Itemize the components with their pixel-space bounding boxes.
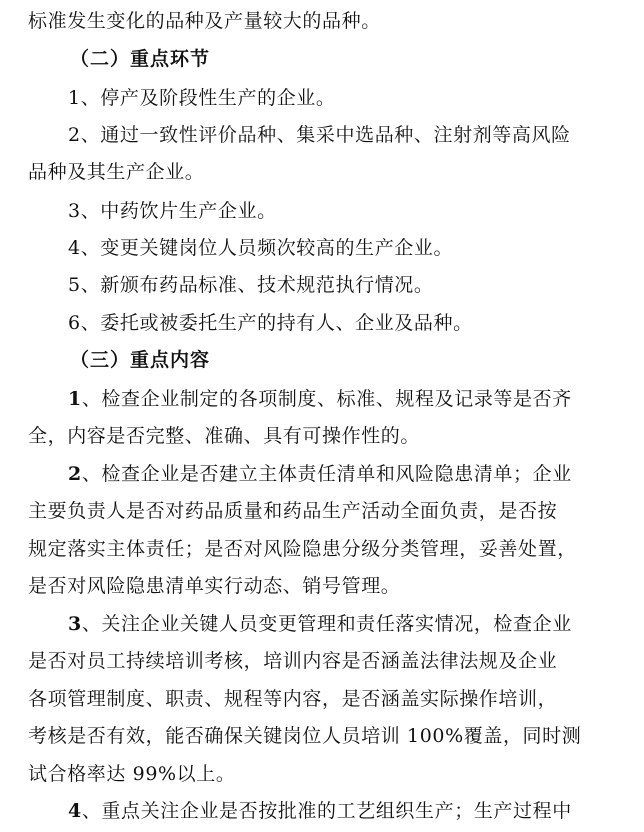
paragraph-line: 试合格率达 99%以上。 — [28, 763, 236, 785]
paragraph-text: 、检查企业制定的各项制度、标准、规程及记录等是否齐 — [81, 388, 572, 410]
list-item: 3、中药饮片生产企业。 — [68, 200, 277, 222]
paragraph-text: 、重点关注企业是否按批准的工艺组织生产；生产过程中 — [81, 800, 572, 822]
list-item-continuation: 品种及其生产企业。 — [28, 161, 205, 183]
list-item: 2、通过一致性评价品种、集采中选品种、注射剂等高风险 — [68, 124, 571, 146]
paragraph-line: 是否对风险隐患清单实行动态、销号管理。 — [28, 575, 401, 597]
paragraph-number: 3 — [68, 613, 82, 635]
paragraph-line — [68, 381, 644, 418]
paragraph-line — [68, 606, 644, 643]
paragraph-line: 考核是否有效，能否确保关键岗位人员培训 100%覆盖，同时测 — [28, 725, 582, 747]
paragraph-line: 是否对员工持续培训考核，培训内容是否涵盖法律法规及企业 — [28, 650, 558, 672]
paragraph-line: 规定落实主体责任；是否对风险隐患分级分类管理，妥善处置， — [28, 538, 577, 560]
paragraph-number: 2 — [68, 463, 82, 485]
list-item: 1、停产及阶段性生产的企业。 — [68, 87, 336, 109]
paragraph-line: 各项管理制度、职责、规程等内容，是否涵盖实际操作培训， — [28, 688, 558, 710]
paragraph-number: 1 — [68, 388, 82, 410]
paragraph-text: 、检查企业是否建立主体责任清单和风险隐患清单；企业 — [81, 463, 572, 485]
paragraph-line: 主要负责人是否对药品质量和药品生产活动全面负责，是否按 — [28, 500, 558, 522]
paragraph-line — [68, 793, 644, 830]
section-heading-key-content: （三）重点内容 — [70, 349, 211, 371]
list-item: 4、变更关键岗位人员频次较高的生产企业。 — [68, 237, 454, 259]
paragraph-number: 4 — [68, 800, 82, 822]
list-item: 5、新颁布药品标准、技术规范执行情况。 — [68, 274, 434, 296]
paragraph-line: 全，内容是否完整、准确、具有可操作性的。 — [28, 425, 421, 447]
section-heading-key-links: （二）重点环节 — [70, 48, 211, 70]
paragraph-text: 、关注企业关键人员变更管理和责任落实情况，检查企业 — [81, 613, 572, 635]
paragraph-line — [68, 456, 644, 493]
body-text-line: 标准发生变化的品种及产量较大的品种。 — [28, 10, 381, 32]
list-item: 6、委托或被委托生产的持有人、企业及品种。 — [68, 312, 473, 334]
